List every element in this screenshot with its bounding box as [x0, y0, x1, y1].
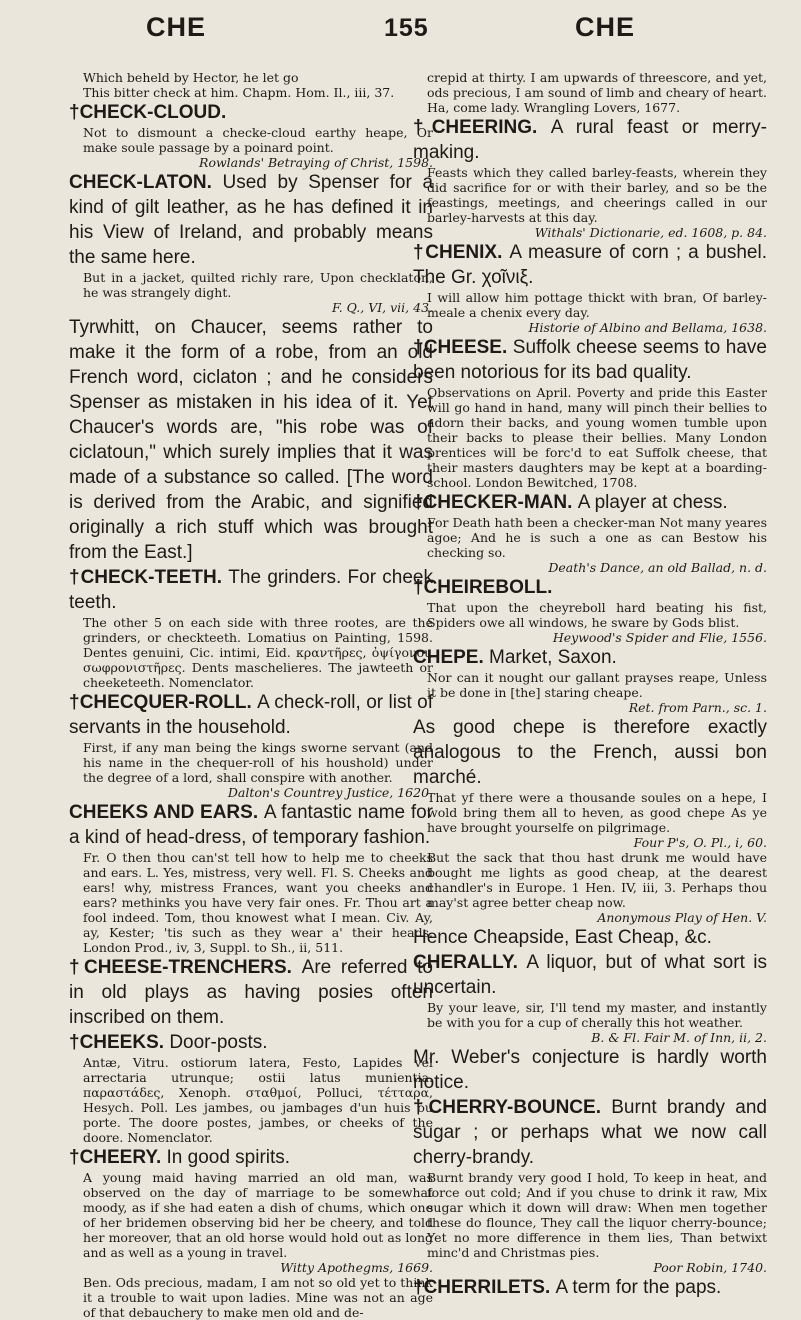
quotation: Observations on April. Poverty and pride this Easter will go hand in hand, many will pinch their bellies to adorn their backs, and young women tumble upon their backs to please their bellies. Many London prentices will be forc'd to eat Suffolk cheese, that their masters daughters may be kept at a boarding-school. London Bewitched, 1708. — [427, 385, 767, 490]
quotation: Feasts which they called barley-feasts, wherein they did sacrifice for or with their barley, and so be the feastings, meetings, and cheerings called in our barley-harvests at this day. — [427, 165, 767, 225]
definition-text: Mr. Weber's conjecture is hardly worth notice. — [413, 1047, 767, 1093]
definition-text: A liquor, but of what sort is uncertain. — [413, 952, 767, 998]
dictionary-entry — [413, 1275, 767, 1300]
quotation: By your leave, sir, I'll tend my master, and instantly be with you for a cup of cherally this hot weather. — [427, 1000, 767, 1030]
dictionary-entry — [69, 100, 433, 125]
citation-source: Ret. from Parn., sc. 1. — [628, 700, 767, 715]
quotation: Antæ, Vitru. ostiorum latera, Festo, Lapides vel arrectaria utrunque; ostii latus munientia. παραστάδες, Xenoph. σταθμοί, Polluci, τέτταρα, Hesych. Poll. Les jambes, ou jambages d'un huis ou porte. The doore postes, jambes, or cheeks of the doore. Nomenclator. — [83, 1055, 433, 1145]
quotation: Which beheld by Hector, he let go — [83, 70, 299, 85]
dictionary-entry — [69, 565, 433, 615]
dictionary-entry — [413, 335, 767, 385]
quotation: The other 5 on each side with three rootes, are the grinders, or checkteeth. Lomatius on Painting, 1598. Dentes genuini, Cic. intimi, Eid. κραντῆρες, ὀψίγονοι, σωφρονιστῆρες. Dents maschelieres. The jawteeth or cheeketeeth. Nomenclator. — [83, 615, 433, 690]
quotation: But the sack that thou hast drunk me would have bought me lights as good cheap, at the dearest chandler's in Europe. 1 Hen. IV, iii, 3. Perhaps thou may'st agree better cheap now. — [427, 850, 767, 910]
definition-text: A term for the paps. — [555, 1277, 722, 1298]
dictionary-entry — [413, 645, 767, 670]
headword: CHEEKS AND EARS. — [69, 802, 264, 823]
dictionary-entry — [69, 1145, 433, 1170]
quotation: That upon the cheyreboll hard beating his fist, Spiders owe all windows, he sware by Gods blist. — [427, 600, 767, 630]
definition-text: A player at chess. — [577, 492, 728, 513]
headword: †CHECQUER-ROLL. — [69, 692, 258, 713]
definition-text: Tyrwhitt, on Chaucer, seems rather to make it the form of a robe, from an old French word, ciclaton ; and he considers Spenser as mistaken in his idea of it. Yet Chaucer's words are, "his robe was of ciclatoun," which surely implies that it was made of a substance so called. [The word is derived from the Arabic, and signified originally a rich stuff which was brought from the East.] — [69, 317, 433, 563]
headword: †CHECK-TEETH. — [69, 567, 229, 588]
dictionary-entry — [69, 800, 433, 850]
dictionary-entry — [69, 690, 433, 740]
dictionary-entry — [413, 1095, 767, 1170]
quotation: I will allow him pottage thickt with bran, Of barley-meale a chenix every day. — [427, 290, 767, 320]
citation-source: Historie of Albino and Bellama, 1638. — [528, 320, 767, 335]
quotation: First, if any man being the kings sworne servant (and his name in the chequer-roll of his houshold) under the degree of a lord, shall conspire with another. — [83, 740, 433, 785]
definition-text: Hence Cheapside, East Cheap, &c. — [413, 927, 712, 948]
dictionary-entry — [413, 925, 767, 950]
header-right-word: CHE — [575, 12, 636, 42]
citation-source: B. & Fl. Fair M. of Inn, ii, 2. — [591, 1030, 767, 1045]
quotation: Fr. O then thou can'st tell how to help me to cheeks and ears. L. Yes, mistress, very well. Fl. S. Cheeks and ears! why, mistress Frances, want you cheeks and ears? methinks you have very fair ones. Fr. Thou art a fool indeed. Tom, thou knowest what I mean. Civ. Ay, ay, Kester; 'tis such as they wear a' their heads. London Prod., iv, 3, Suppl. to Sh., ii, 511. — [83, 850, 433, 955]
definition-text: A fantastic name for a kind of head-dress, of temporary fashion. — [69, 802, 433, 848]
definition-text: The grinders. For cheek teeth. — [69, 567, 433, 613]
quotation: This bitter check at him. Chapm. Hom. Il., iii, 37. — [83, 85, 395, 100]
dictionary-entry — [413, 1045, 767, 1095]
quotation: Ben. Ods precious, madam, I am not so old yet to think it a trouble to wait upon ladies. Mine was not an age of that debauchery to make men old and de- — [83, 1275, 433, 1320]
quotation: A young maid having married an old man, was observed on the day of marriage to be somewhat moody, as if she had eaten a dish of chums, which one of her bridemen observing bid her be cheery, and told her moreover, that an old horse would hold out as long and as well as a young in travel. — [83, 1170, 433, 1260]
definition-text: In good spirits. — [166, 1147, 291, 1168]
dictionary-entry — [413, 950, 767, 1000]
headword: †CHERRILETS. — [413, 1277, 556, 1298]
citation-source: Death's Dance, an old Ballad, n. d. — [548, 560, 767, 575]
quotation: Burnt brandy very good I hold, To keep in heat, and force out cold; And if you chuse to drink it raw, Mix sugar which it down will draw: When men together these do flounce, They call the liquor cherry-bounce; Yet no more difference in them lies, Than betwixt minc'd and Christmas pies. — [427, 1170, 767, 1260]
citation-source: Poor Robin, 1740. — [653, 1260, 767, 1275]
headword: †CHEESE. — [413, 337, 513, 358]
definition-text: As good chepe is therefore exactly analogous to the French, aussi bon marché. — [413, 717, 767, 788]
definition-text: Door-posts. — [169, 1032, 268, 1053]
dictionary-entry — [413, 115, 767, 165]
left-column — [69, 70, 433, 1320]
dictionary-entry — [413, 575, 767, 600]
citation-source: Heywood's Spider and Flie, 1556. — [552, 630, 767, 645]
dictionary-entry — [69, 170, 433, 270]
quotation: Nor can it nought our gallant prayses reape, Unless it be done in [the] staring cheape. — [427, 670, 767, 700]
citation-source: Anonymous Play of Hen. V. — [597, 910, 767, 925]
dictionary-entry — [413, 715, 767, 790]
citation-source: Four P's, O. Pl., i, 60. — [633, 835, 767, 850]
page-number: 155 — [384, 14, 429, 42]
headword: †CHEIREBOLL. — [413, 577, 553, 598]
headword: †CHEERY. — [69, 1147, 167, 1168]
headword: †CHEEKS. — [69, 1032, 170, 1053]
headword: †CHECKER-MAN. — [413, 492, 578, 513]
citation-source: Dalton's Countrey Justice, 1620. — [227, 785, 433, 800]
citation-source: F. Q., VI, vii, 43. — [331, 300, 433, 315]
definition-text: A rural feast or merry-making. — [413, 117, 767, 163]
quotation: For Death hath been a checker-man Not many yeares agoe; And he is such a one as can Bestow his checking so. — [427, 515, 767, 560]
dictionary-entry — [69, 955, 433, 1030]
dictionary-entry — [69, 1030, 433, 1055]
headword: †CHEESE-TRENCHERS. — [69, 957, 302, 978]
right-column — [413, 70, 767, 1300]
header-left-word: CHE — [146, 12, 207, 42]
dictionary-entry — [413, 490, 767, 515]
quotation: But in a jacket, quilted richly rare, Upon checklaton, he was strangely dight. — [83, 270, 433, 300]
headword: †CHENIX. — [413, 242, 510, 263]
definition-text: Burnt brandy and sugar ; or perhaps what we now call cherry-brandy. — [413, 1097, 767, 1168]
quotation: crepid at thirty. I am upwards of threescore, and yet, ods precious, I am sound of limb and cheary of heart. Ha, come lady. Wrangling Lovers, 1677. — [427, 70, 767, 115]
definition-text: Suffolk cheese seems to have been notorious for its bad quality. — [413, 337, 767, 383]
quotation: Not to dismount a checke-cloud earthy heape, Or make soule passage by a poinard point. — [83, 125, 433, 155]
definition-text: Market, Saxon. — [489, 647, 617, 668]
headword: CHECK-LATON. — [69, 172, 223, 193]
citation-source: Withals' Dictionarie, ed. 1608, p. 84. — [534, 225, 767, 240]
citation-source: Rowlands' Betraying of Christ, 1598. — [199, 155, 433, 170]
definition-text: A measure of corn ; a bushel. The Gr. χοῖνιξ. — [413, 242, 767, 288]
headword: †CHERRY-BOUNCE. — [413, 1097, 612, 1118]
headword: †CHEERING. — [413, 117, 551, 138]
dictionary-entry — [69, 315, 433, 565]
quotation: That yf there were a thousande soules on a hepe, I wold bring them all to heven, as good chepe As ye have brought yourselfe on pilgrimage. — [427, 790, 767, 835]
running-header — [0, 12, 801, 46]
definition-text: Used by Spenser for a kind of gilt leather, as he has defined it in his View of Ireland, and probably means the same here. — [69, 172, 434, 268]
headword: CHEPE. — [413, 647, 490, 668]
headword: CHERALLY. — [413, 952, 527, 973]
definition-text: Are referred to in old plays as having posies often inscribed on them. — [69, 957, 433, 1028]
citation-source: Witty Apothegms, 1669. — [280, 1260, 433, 1275]
definition-text: A check-roll, or list of servants in the household. — [69, 692, 433, 738]
dictionary-entry — [413, 240, 767, 290]
headword: †CHECK-CLOUD. — [69, 102, 227, 123]
